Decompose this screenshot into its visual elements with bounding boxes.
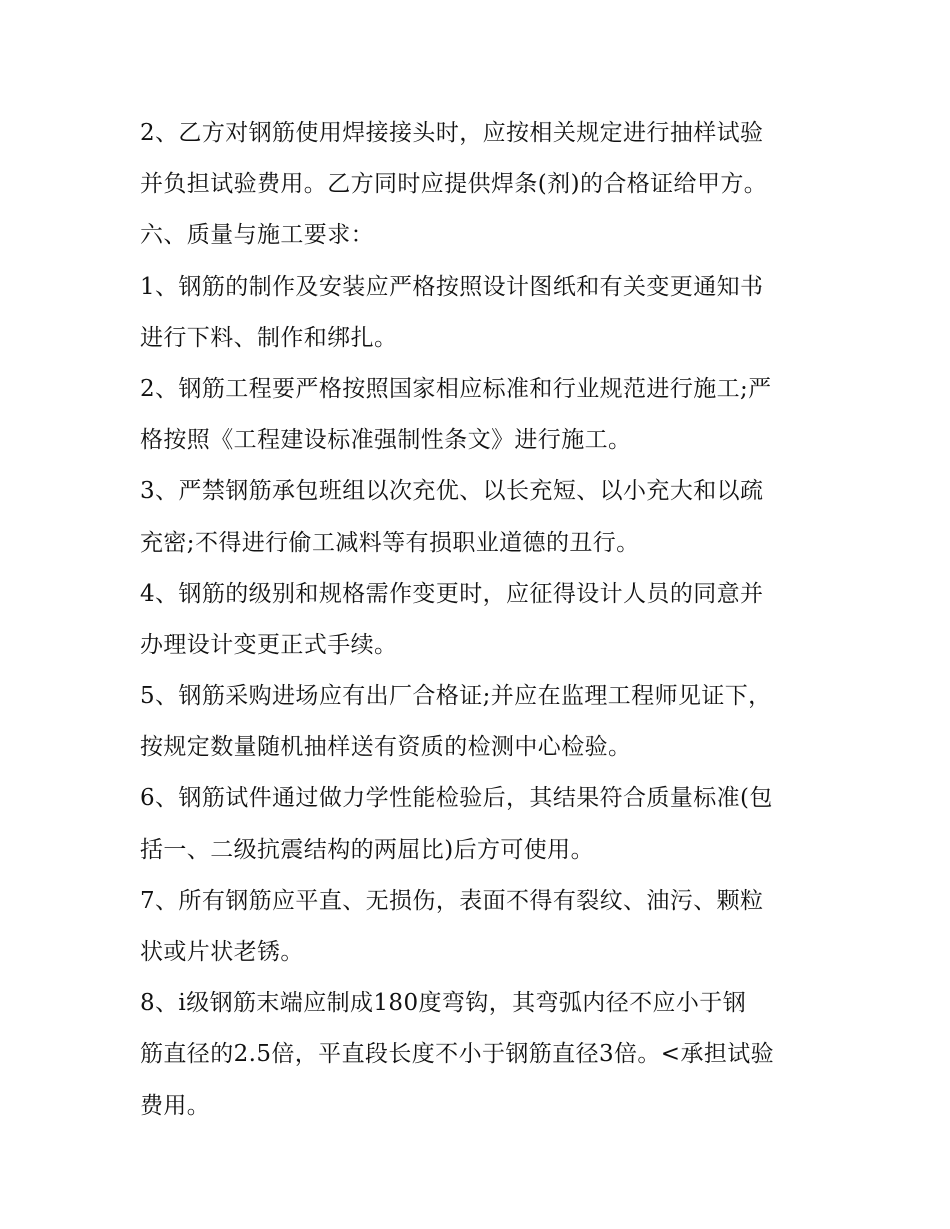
text-line: 5、钢筋采购进场应有出厂合格证;并应在监理工程师见证下， [140,683,772,710]
text-line: 费用。 [140,1092,211,1119]
text-line: 4、钢筋的级别和规格需作变更时，应征得设计人员的同意并 [140,580,764,607]
text-line: 8、ⅰ级钢筋末端应制成180度弯钩，其弯弧内径不应小于钢 [140,990,747,1017]
text-line: 2、乙方对钢筋使用焊接接头时，应按相关规定进行抽样试验 [140,120,764,146]
document-body [140,108,820,1132]
text-line: 格按照《工程建设标准强制性条文》进行施工。 [140,427,632,454]
text-line: 7、所有钢筋应平直、无损伤，表面不得有裂纹、油污、颗粒 [140,887,764,914]
text-line: 办理设计变更正式手续。 [140,631,398,658]
text-line: 3、严禁钢筋承包班组以次充优、以长充短、以小充大和以疏 [140,478,764,505]
text-line: 2、钢筋工程要严格按照国家相应标准和行业规范进行施工;严 [140,375,772,402]
text-line: 按规定数量随机抽样送有资质的检测中心检验。 [140,734,632,761]
section-heading: 六、质量与施工要求： [140,222,374,249]
text-line: 并负担试验费用。乙方同时应提供焊条(剂)的合格证给甲方。 [140,171,768,198]
text-line: 6、钢筋试件通过做力学性能检验后，其结果符合质量标准(包 [140,785,773,812]
text-line: 1、钢筋的制作及安装应严格按照设计图纸和有关变更通知书 [140,273,764,300]
text-line: 状或片状老锈。 [140,939,304,965]
text-line: 括一、二级抗震结构的两屈比)后方可使用。 [140,836,594,863]
text-line: 充密;不得进行偷工减料等有损职业道德的丑行。 [140,529,640,556]
text-line: 筋直径的2.5倍，平直段长度不小于钢筋直径3倍。<承担试验 [140,1041,775,1068]
text-line: 进行下料、制作和绑扎。 [140,324,398,351]
